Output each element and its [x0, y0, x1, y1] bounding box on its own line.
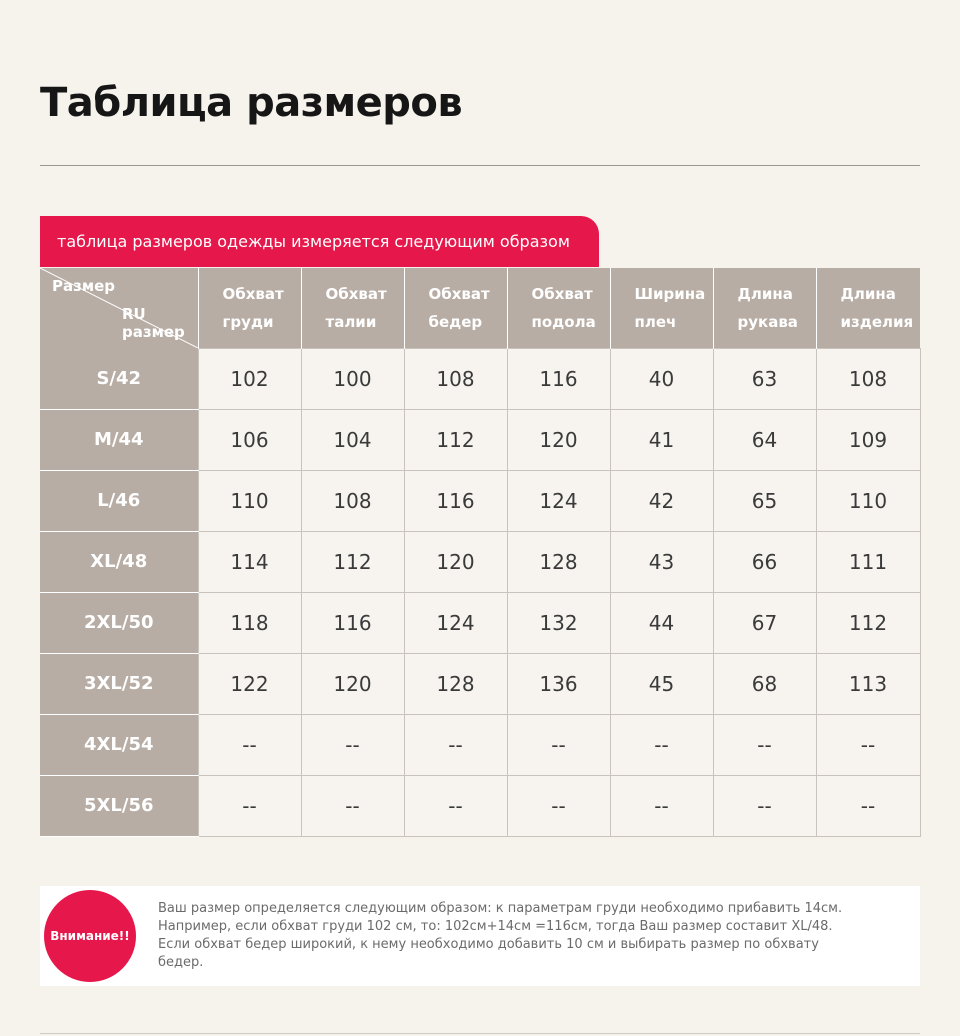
table-corner-header: [40, 268, 198, 348]
measurement-cell: 43: [610, 531, 713, 592]
measurement-cell: --: [507, 775, 610, 836]
measurement-cell: 66: [713, 531, 816, 592]
measurement-cell: --: [610, 714, 713, 775]
corner-ru-label: RU размер: [122, 305, 185, 341]
measurement-cell: 116: [301, 592, 404, 653]
measurement-cell: --: [301, 775, 404, 836]
table-header-row: [40, 268, 920, 348]
measurement-cell: 113: [816, 653, 920, 714]
note-line: Ваш размер определяется следующим образом: к параметрам груди необходимо прибавить 14см.: [158, 901, 843, 916]
size-label-cell: S/42: [40, 348, 198, 409]
attention-note: [40, 886, 920, 986]
column-header: Обхват груди: [198, 268, 301, 348]
measurement-cell: 110: [816, 470, 920, 531]
table-row: [40, 409, 920, 470]
measurement-cell: 110: [198, 470, 301, 531]
measurement-cell: 108: [816, 348, 920, 409]
column-header: Обхват подола: [507, 268, 610, 348]
column-header: Длина рукава: [713, 268, 816, 348]
measurement-cell: 44: [610, 592, 713, 653]
measurement-cell: 136: [507, 653, 610, 714]
measurement-cell: 120: [404, 531, 507, 592]
table-row: [40, 714, 920, 775]
measurement-cell: --: [713, 714, 816, 775]
size-table: [40, 268, 921, 837]
size-label-cell: 4XL/54: [40, 714, 198, 775]
page-title: Таблица размеров: [40, 80, 463, 126]
column-header: Длина изделия: [816, 268, 920, 348]
measurement-cell: --: [816, 775, 920, 836]
table-row: [40, 653, 920, 714]
measurement-cell: --: [713, 775, 816, 836]
table-row: [40, 531, 920, 592]
bottom-divider: [40, 1033, 920, 1034]
measurement-cell: 109: [816, 409, 920, 470]
column-header: Обхват талии: [301, 268, 404, 348]
measurement-cell: 124: [404, 592, 507, 653]
measurement-cell: 116: [507, 348, 610, 409]
note-line: Например, если обхват груди 102 см, то: 102см+14см =116см, тогда Ваш размер составит XL/48.: [158, 919, 833, 934]
measurement-cell: 124: [507, 470, 610, 531]
measurement-cell: 112: [301, 531, 404, 592]
table-banner: таблица размеров одежды измеряется следующим образом: [40, 216, 599, 267]
measurement-cell: 120: [507, 409, 610, 470]
size-label-cell: 5XL/56: [40, 775, 198, 836]
measurement-cell: 112: [404, 409, 507, 470]
corner-size-label: Размер: [52, 277, 116, 295]
measurement-cell: --: [198, 714, 301, 775]
measurement-cell: 128: [507, 531, 610, 592]
measurement-cell: 40: [610, 348, 713, 409]
measurement-cell: 108: [301, 470, 404, 531]
note-line: Если обхват бедер широкий, к нему необходимо добавить 10 см и выбирать размер по обхвату: [158, 937, 819, 952]
measurement-cell: 63: [713, 348, 816, 409]
measurement-cell: 41: [610, 409, 713, 470]
measurement-cell: --: [404, 775, 507, 836]
measurement-cell: --: [507, 714, 610, 775]
measurement-cell: 108: [404, 348, 507, 409]
measurement-cell: 122: [198, 653, 301, 714]
measurement-cell: 116: [404, 470, 507, 531]
measurement-cell: 64: [713, 409, 816, 470]
measurement-cell: 111: [816, 531, 920, 592]
measurement-cell: 128: [404, 653, 507, 714]
size-label-cell: 3XL/52: [40, 653, 198, 714]
measurement-cell: 118: [198, 592, 301, 653]
attention-badge: Внимание!!: [44, 890, 136, 982]
column-header: Обхват бедер: [404, 268, 507, 348]
measurement-cell: --: [198, 775, 301, 836]
attention-text: [158, 900, 913, 972]
measurement-cell: 114: [198, 531, 301, 592]
table-row: [40, 775, 920, 836]
measurement-cell: 132: [507, 592, 610, 653]
measurement-cell: 68: [713, 653, 816, 714]
measurement-cell: 67: [713, 592, 816, 653]
measurement-cell: 104: [301, 409, 404, 470]
table-body: [40, 348, 920, 836]
table-row: [40, 592, 920, 653]
note-line: бедер.: [158, 955, 204, 970]
size-label-cell: 2XL/50: [40, 592, 198, 653]
column-header: Ширина плеч: [610, 268, 713, 348]
size-label-cell: M/44: [40, 409, 198, 470]
measurement-cell: 100: [301, 348, 404, 409]
measurement-cell: 112: [816, 592, 920, 653]
measurement-cell: --: [816, 714, 920, 775]
measurement-cell: 65: [713, 470, 816, 531]
size-label-cell: XL/48: [40, 531, 198, 592]
size-label-cell: L/46: [40, 470, 198, 531]
table-row: [40, 348, 920, 409]
table-row: [40, 470, 920, 531]
measurement-cell: --: [301, 714, 404, 775]
measurement-cell: 102: [198, 348, 301, 409]
measurement-cell: 106: [198, 409, 301, 470]
measurement-cell: 120: [301, 653, 404, 714]
measurement-cell: --: [404, 714, 507, 775]
title-divider: [40, 165, 920, 166]
measurement-cell: --: [610, 775, 713, 836]
measurement-cell: 45: [610, 653, 713, 714]
measurement-cell: 42: [610, 470, 713, 531]
